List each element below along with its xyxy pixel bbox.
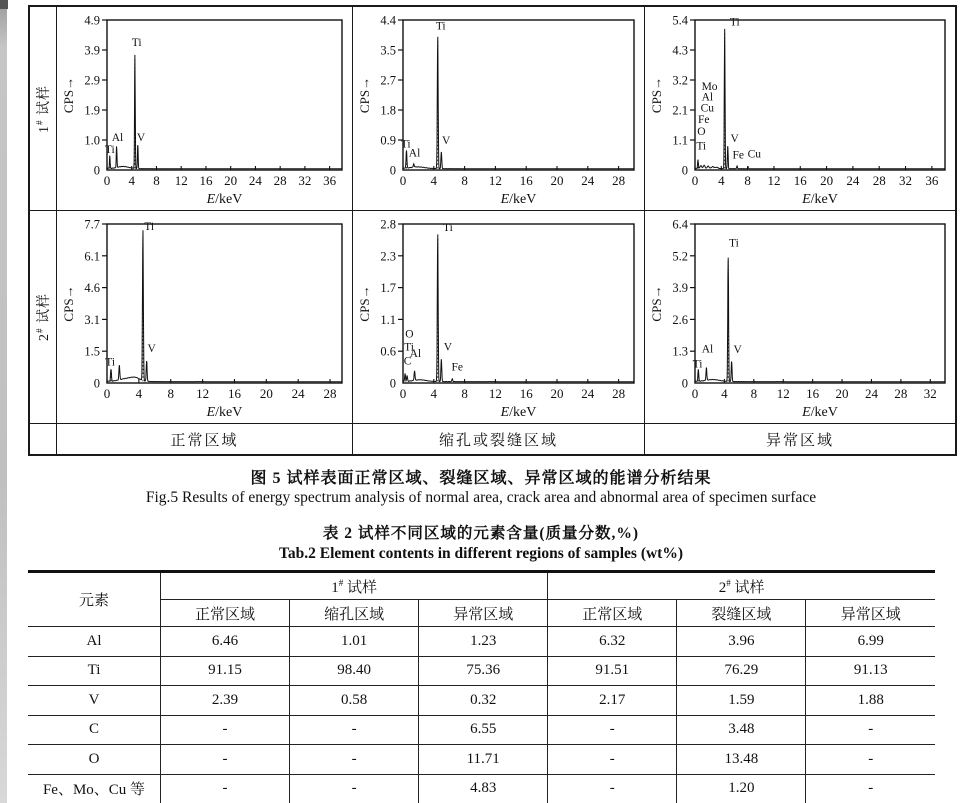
value-cell: - <box>806 745 935 775</box>
row-label-sample-1 <box>30 7 57 211</box>
y-tick-label: 0.9 <box>380 133 396 148</box>
y-tick-label: 1.3 <box>672 344 688 359</box>
header-sample-1: 1# 试样 <box>161 572 548 600</box>
x-tick-label: 32 <box>899 173 913 188</box>
y-tick-label: 1.9 <box>84 103 100 118</box>
x-tick-label: 28 <box>612 386 626 401</box>
eds-spectrum-s2-crack <box>353 211 645 424</box>
eds-spectrum-canvas <box>648 11 952 206</box>
y-tick-label: 3.1 <box>84 312 100 327</box>
header-region-0-2: 异常区域 <box>419 600 548 627</box>
peak-element-label: Al <box>408 147 421 160</box>
x-tick-label: 24 <box>248 173 262 188</box>
x-tick-label: 8 <box>461 173 468 188</box>
x-tick-label: 24 <box>581 386 595 401</box>
x-tick-label: 28 <box>323 386 337 401</box>
value-cell: 91.15 <box>161 656 290 686</box>
x-tick-label: 36 <box>925 173 939 188</box>
peak-element-label: O <box>405 328 414 341</box>
value-cell: - <box>548 774 677 803</box>
y-tick-label: 0 <box>681 163 688 178</box>
x-tick-label: 8 <box>750 386 758 401</box>
y-tick-label: 0 <box>389 163 396 178</box>
peak-element-label: C <box>403 355 412 368</box>
header-region-0-1: 缩孔区域 <box>290 600 419 627</box>
x-tick-label: 20 <box>820 173 834 188</box>
element-name-cell: V <box>28 686 161 716</box>
x-tick-label: 36 <box>323 173 337 188</box>
x-tick-label: 28 <box>612 173 626 188</box>
y-axis-title: CPS→ <box>61 285 76 322</box>
spectrum-curve <box>695 29 945 169</box>
x-axis-title: E/keV <box>802 192 838 206</box>
y-tick-label: 3.9 <box>672 281 688 296</box>
value-cell: 13.48 <box>677 745 806 775</box>
y-tick-label: 6.1 <box>84 249 100 264</box>
x-tick-label: 8 <box>167 386 174 401</box>
peak-element-label: Fe <box>451 361 464 374</box>
y-tick-label: 1.8 <box>380 103 396 118</box>
peak-element-label: O <box>697 126 706 138</box>
header-region-1-2: 异常区域 <box>806 600 935 627</box>
x-tick-label: 12 <box>196 386 210 401</box>
y-tick-label: 4.4 <box>380 13 396 28</box>
x-tick-label: 0 <box>691 386 699 401</box>
value-cell: 76.29 <box>677 656 806 686</box>
peak-element-label: Al <box>701 91 714 104</box>
y-tick-label: 1.0 <box>84 133 100 148</box>
x-tick-label: 0 <box>103 173 111 188</box>
spectrum-curve <box>692 258 945 382</box>
value-cell: - <box>548 745 677 775</box>
y-tick-label: 0 <box>93 376 100 391</box>
spectrum-curve <box>403 234 634 382</box>
value-cell: 6.32 <box>548 627 677 657</box>
table-row <box>28 627 935 657</box>
x-tick-label: 4 <box>135 386 143 401</box>
spectrum-curve <box>104 55 342 169</box>
value-cell: - <box>806 715 935 745</box>
x-axis-title: E/keV <box>206 405 243 419</box>
sample-1-label: 1# 试样 <box>34 84 52 133</box>
value-cell: 91.13 <box>806 656 935 686</box>
y-tick-label: 1.7 <box>380 281 396 296</box>
eds-spectrum-s2-abnormal <box>645 211 955 424</box>
y-tick-label: 3.2 <box>672 73 688 88</box>
x-tick-label: 4 <box>430 386 438 401</box>
eds-spectrum-canvas <box>648 215 952 419</box>
y-tick-label: 3.5 <box>380 43 396 58</box>
x-tick-label: 24 <box>864 386 878 401</box>
x-tick-label: 24 <box>581 173 595 188</box>
y-tick-label: 0 <box>681 376 688 391</box>
peak-element-label: Ti <box>729 237 739 250</box>
value-cell: 98.40 <box>290 656 419 686</box>
eds-spectrum-canvas <box>356 215 641 419</box>
x-tick-label: 0 <box>691 173 699 188</box>
eds-spectrum-canvas <box>60 11 349 206</box>
value-cell: - <box>161 745 290 775</box>
value-cell: 3.96 <box>677 627 806 657</box>
value-cell: 1.23 <box>419 627 548 657</box>
header-region-1-1: 裂缝区域 <box>677 600 806 627</box>
peak-element-label: V <box>441 135 451 148</box>
y-tick-label: 4.3 <box>672 43 688 58</box>
peak-element-label: Cu <box>747 148 762 161</box>
figure-caption-chinese: 图 5 试样表面正常区域、裂缝区域、异常区域的能谱分析结果 <box>250 470 712 487</box>
y-tick-label: 2.7 <box>380 73 396 88</box>
peak-element-label: Fe <box>732 149 744 162</box>
x-tick-label: 12 <box>488 386 502 401</box>
y-tick-label: 4.6 <box>84 281 100 296</box>
value-cell: 6.55 <box>419 715 548 745</box>
table-row <box>28 745 935 775</box>
x-tick-label: 24 <box>846 173 860 188</box>
peak-element-label: Fe <box>697 113 710 126</box>
x-tick-label: 28 <box>872 173 886 188</box>
peak-element-label: Ti <box>144 221 155 234</box>
y-tick-label: 5.2 <box>672 249 688 264</box>
x-tick-label: 16 <box>806 386 820 401</box>
value-cell: - <box>290 745 419 775</box>
peak-element-label: Ti <box>692 358 703 371</box>
element-name-cell: Fe、Mo、Cu 等 <box>28 774 161 803</box>
x-tick-label: 20 <box>550 173 564 188</box>
x-tick-label: 4 <box>128 173 135 188</box>
x-tick-label: 20 <box>259 386 273 401</box>
value-cell: 4.83 <box>419 774 548 803</box>
scan-edge-artifact <box>0 0 7 803</box>
value-cell: 75.36 <box>419 656 548 686</box>
peak-element-label: V <box>733 344 742 357</box>
y-tick-label: 1.1 <box>672 133 688 148</box>
y-tick-label: 1.5 <box>84 344 100 359</box>
y-axis-title: CPS→ <box>649 76 664 114</box>
element-name-cell: O <box>28 745 161 775</box>
y-axis-title: CPS→ <box>649 285 664 322</box>
y-tick-label: 3.9 <box>84 43 100 58</box>
value-cell: 3.48 <box>677 715 806 745</box>
x-tick-label: 20 <box>224 173 238 188</box>
y-tick-label: 2.1 <box>672 103 688 118</box>
x-axis-title: E/keV <box>206 192 243 206</box>
x-tick-label: 12 <box>488 173 502 188</box>
x-tick-label: 0 <box>399 173 407 188</box>
peak-element-label: Cu <box>700 102 715 115</box>
y-tick-label: 2.9 <box>84 73 100 88</box>
x-tick-label: 32 <box>298 173 312 188</box>
region-label-normal: 正常区域 <box>57 424 353 454</box>
value-cell: 1.20 <box>677 774 806 803</box>
x-axis-title: E/keV <box>500 192 537 206</box>
peak-element-label: V <box>730 133 739 146</box>
plot-frame <box>104 20 342 170</box>
y-tick-label: 4.9 <box>84 13 100 28</box>
element-name-cell: C <box>28 715 161 745</box>
y-tick-label: 2.3 <box>380 249 396 264</box>
region-label-shrinkage-crack: 缩孔或裂缝区域 <box>353 424 645 454</box>
y-axis-title: CPS→ <box>357 76 372 114</box>
value-cell: 1.88 <box>806 686 935 716</box>
y-tick-label: 2.6 <box>672 312 688 327</box>
value-cell: - <box>290 774 419 803</box>
peak-element-label: V <box>136 131 146 144</box>
peak-element-label: Ti <box>443 221 453 234</box>
row-label-sample-2 <box>30 211 57 424</box>
eds-spectrum-s1-shrinkage-crack <box>353 7 645 211</box>
x-axis-title: E/keV <box>500 405 537 419</box>
peak-element-label: Ti <box>131 37 142 50</box>
peak-element-label: Ti <box>435 20 446 33</box>
value-cell: - <box>548 715 677 745</box>
peak-element-label: Ti <box>404 341 414 354</box>
x-tick-label: 4 <box>718 173 725 188</box>
eds-spectrum-canvas <box>60 215 349 419</box>
y-axis-title: CPS→ <box>61 76 76 114</box>
eds-spectrum-s1-abnormal <box>645 7 955 211</box>
y-tick-label: 7.7 <box>84 217 100 232</box>
peak-element-label: Mo <box>701 81 718 93</box>
value-cell: 1.59 <box>677 686 806 716</box>
value-cell: 6.46 <box>161 627 290 657</box>
table-title-chinese: 表 2 试样不同区域的元素含量(质量分数,%) <box>322 525 640 542</box>
plot-frame <box>695 20 945 170</box>
x-tick-label: 16 <box>519 386 533 401</box>
header-region-1-0: 正常区域 <box>548 600 677 627</box>
table-row <box>28 656 935 686</box>
peak-element-label: V <box>147 343 156 356</box>
y-tick-label: 0.6 <box>380 344 396 359</box>
peak-element-label: Ti <box>104 144 115 157</box>
peak-element-label: Ti <box>696 140 707 153</box>
region-label-abnormal: 异常区域 <box>765 432 834 449</box>
y-tick-label: 2.8 <box>380 217 396 232</box>
element-name-cell: Ti <box>28 656 161 686</box>
table-row <box>28 715 935 745</box>
y-tick-label: 0 <box>93 163 100 178</box>
x-tick-label: 16 <box>793 173 807 188</box>
peak-element-label: Ti <box>105 356 116 369</box>
peak-element-label: V <box>443 341 453 354</box>
value-cell: - <box>161 715 290 745</box>
corner-cell <box>30 424 57 454</box>
value-cell: 0.32 <box>419 686 548 716</box>
value-cell: 2.39 <box>161 686 290 716</box>
x-axis-title: E/keV <box>802 405 838 419</box>
x-tick-label: 0 <box>399 386 407 401</box>
y-tick-label: 1.1 <box>380 312 396 327</box>
y-axis-title: CPS→ <box>357 285 372 322</box>
value-cell: 91.51 <box>548 656 677 686</box>
peak-element-label: Ti <box>400 138 411 151</box>
x-tick-label: 16 <box>227 386 241 401</box>
value-cell: - <box>806 774 935 803</box>
header-region-0-0: 正常区域 <box>161 600 290 627</box>
x-tick-label: 20 <box>835 386 849 401</box>
x-tick-label: 4 <box>430 173 438 188</box>
spectrum-curve <box>107 230 342 382</box>
x-tick-label: 8 <box>744 173 751 188</box>
eds-spectrum-s2-normal <box>57 211 353 424</box>
x-tick-label: 12 <box>174 173 188 188</box>
element-content-table <box>28 570 935 803</box>
x-tick-label: 0 <box>103 386 111 401</box>
peak-element-label: Al <box>409 347 422 360</box>
element-name-cell: Al <box>28 627 161 657</box>
value-cell: 1.01 <box>290 627 419 657</box>
x-tick-label: 28 <box>273 173 287 188</box>
value-cell: 6.99 <box>806 627 935 657</box>
value-cell: - <box>290 715 419 745</box>
x-tick-label: 8 <box>461 386 468 401</box>
x-tick-label: 16 <box>199 173 213 188</box>
x-tick-label: 12 <box>776 386 790 401</box>
sample-2-label: 2# 试样 <box>34 293 52 341</box>
peak-element-label: Al <box>701 343 714 356</box>
figure-caption-english: Fig.5 Results of energy spectrum analysis of normal area, crack area and abnormal area of specimen surface <box>145 489 817 506</box>
eds-spectrum-s1-normal <box>57 7 353 211</box>
x-tick-label: 8 <box>153 173 160 188</box>
x-tick-label: 12 <box>767 173 781 188</box>
header-element: 元素 <box>28 572 161 627</box>
table-title-english: Tab.2 Element contents in different regions of samples (wt%) <box>279 545 683 562</box>
peak-element-label: Al <box>111 131 124 144</box>
value-cell: 2.17 <box>548 686 677 716</box>
x-tick-label: 24 <box>291 386 305 401</box>
eds-spectrum-canvas <box>356 11 641 206</box>
value-cell: 0.58 <box>290 686 419 716</box>
peak-element-label: Ti <box>729 16 740 29</box>
x-tick-label: 16 <box>519 173 533 188</box>
x-tick-label: 20 <box>550 386 564 401</box>
y-tick-label: 0 <box>389 376 396 391</box>
value-cell: - <box>161 774 290 803</box>
figure-5-spectra-grid <box>28 5 957 456</box>
x-tick-label: 28 <box>894 386 908 401</box>
y-tick-label: 5.4 <box>672 13 688 28</box>
table-row <box>28 774 935 803</box>
x-tick-label: 32 <box>923 386 937 401</box>
value-cell: 11.71 <box>419 745 548 775</box>
header-sample-2: 2# 试样 <box>548 572 935 600</box>
y-tick-label: 6.4 <box>672 217 688 232</box>
table-row <box>28 686 935 716</box>
x-tick-label: 4 <box>721 386 728 401</box>
